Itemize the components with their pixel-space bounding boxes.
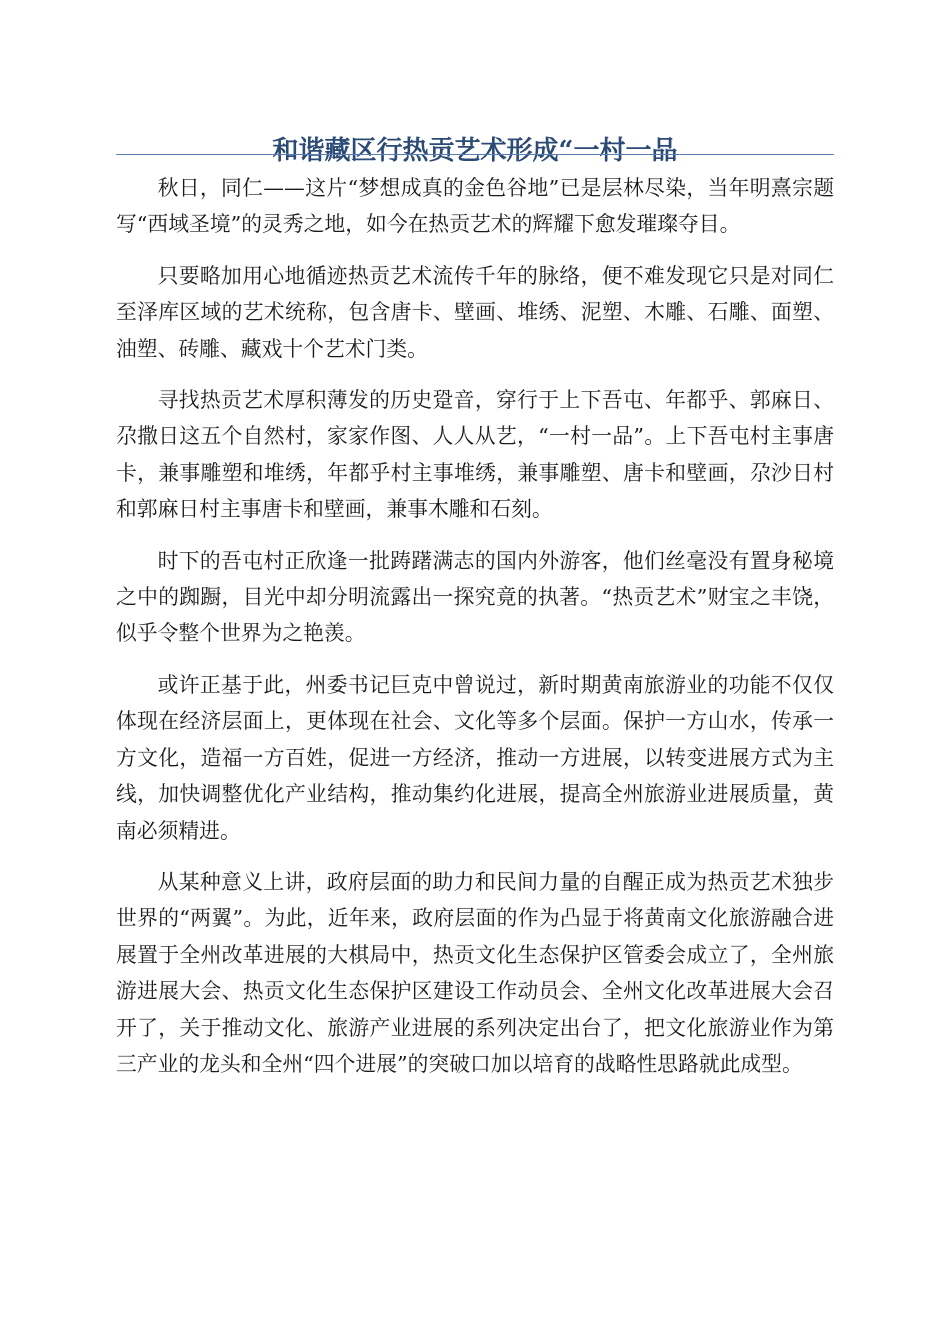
paragraph: 从某种意义上讲，政府层面的助力和民间力量的自醒正成为热贡艺术独步世界的“两翼”。为此，近年来，政府层面的作为凸显于将黄南文化旅游融合进展置于全州改革进展的大棋局中，热贡文化生态保护区管委会成立了，全州旅游进展大会、热贡文化生态保护区建设工作动员会、全州文化改革进展大会召开了，关于推动文化、旅游产业进展的系列决定出台了，把文化旅游业作为第三产业的龙头和全州“四个进展”的突破口加以培育的战略性思路就此成型。 (116, 869, 834, 1076)
title-underline (116, 154, 834, 155)
paragraph: 时下的吾屯村正欣逢一批踌躇满志的国内外游客，他们丝毫没有置身秘境之中的踟蹰，目光中却分明流露出一探究竟的执著。“热贡艺术”财宝之丰饶，似乎令整个世界为之艳羡。 (116, 548, 834, 646)
paragraph: 只要略加用心地循迹热贡艺术流传千年的脉络，便不难发现它只是对同仁至泽库区域的艺术统称，包含唐卡、壁画、堆绣、泥塑、木雕、石雕、面塑、油塑、砖雕、藏戏十个艺术门类。 (116, 263, 834, 361)
paragraph: 秋日，同仁——这片“梦想成真的金色谷地”已是层林尽染，当年明熹宗题写“西域圣境”的灵秀之地，如今在热贡艺术的辉耀下愈发璀璨夺目。 (116, 176, 834, 237)
paragraph: 或许正基于此，州委书记巨克中曾说过，新时期黄南旅游业的功能不仅仅体现在经济层面上，更体现在社会、文化等多个层面。保护一方山水，传承一方文化，造福一方百姓，促进一方经济，推动一方进展，以转变进展方式为主线，加快调整优化产业结构，推动集约化进展，提高全州旅游业进展质量，黄南必须精进。 (116, 672, 834, 843)
document-body (116, 170, 834, 1097)
document-title: 和谐藏区行热贡艺术形成“一村一品 (272, 136, 678, 167)
paragraph: 寻找热贡艺术厚积薄发的历史跫音，穿行于上下吾屯、年都乎、郭麻日、尕撒日这五个自然村，家家作图、人人从艺，“一村一品”。上下吾屯村主事唐卡，兼事雕塑和堆绣，年都乎村主事堆绣，兼事雕塑、唐卡和壁画，尕沙日村和郭麻日村主事唐卡和壁画，兼事木雕和石刻。 (116, 388, 834, 522)
